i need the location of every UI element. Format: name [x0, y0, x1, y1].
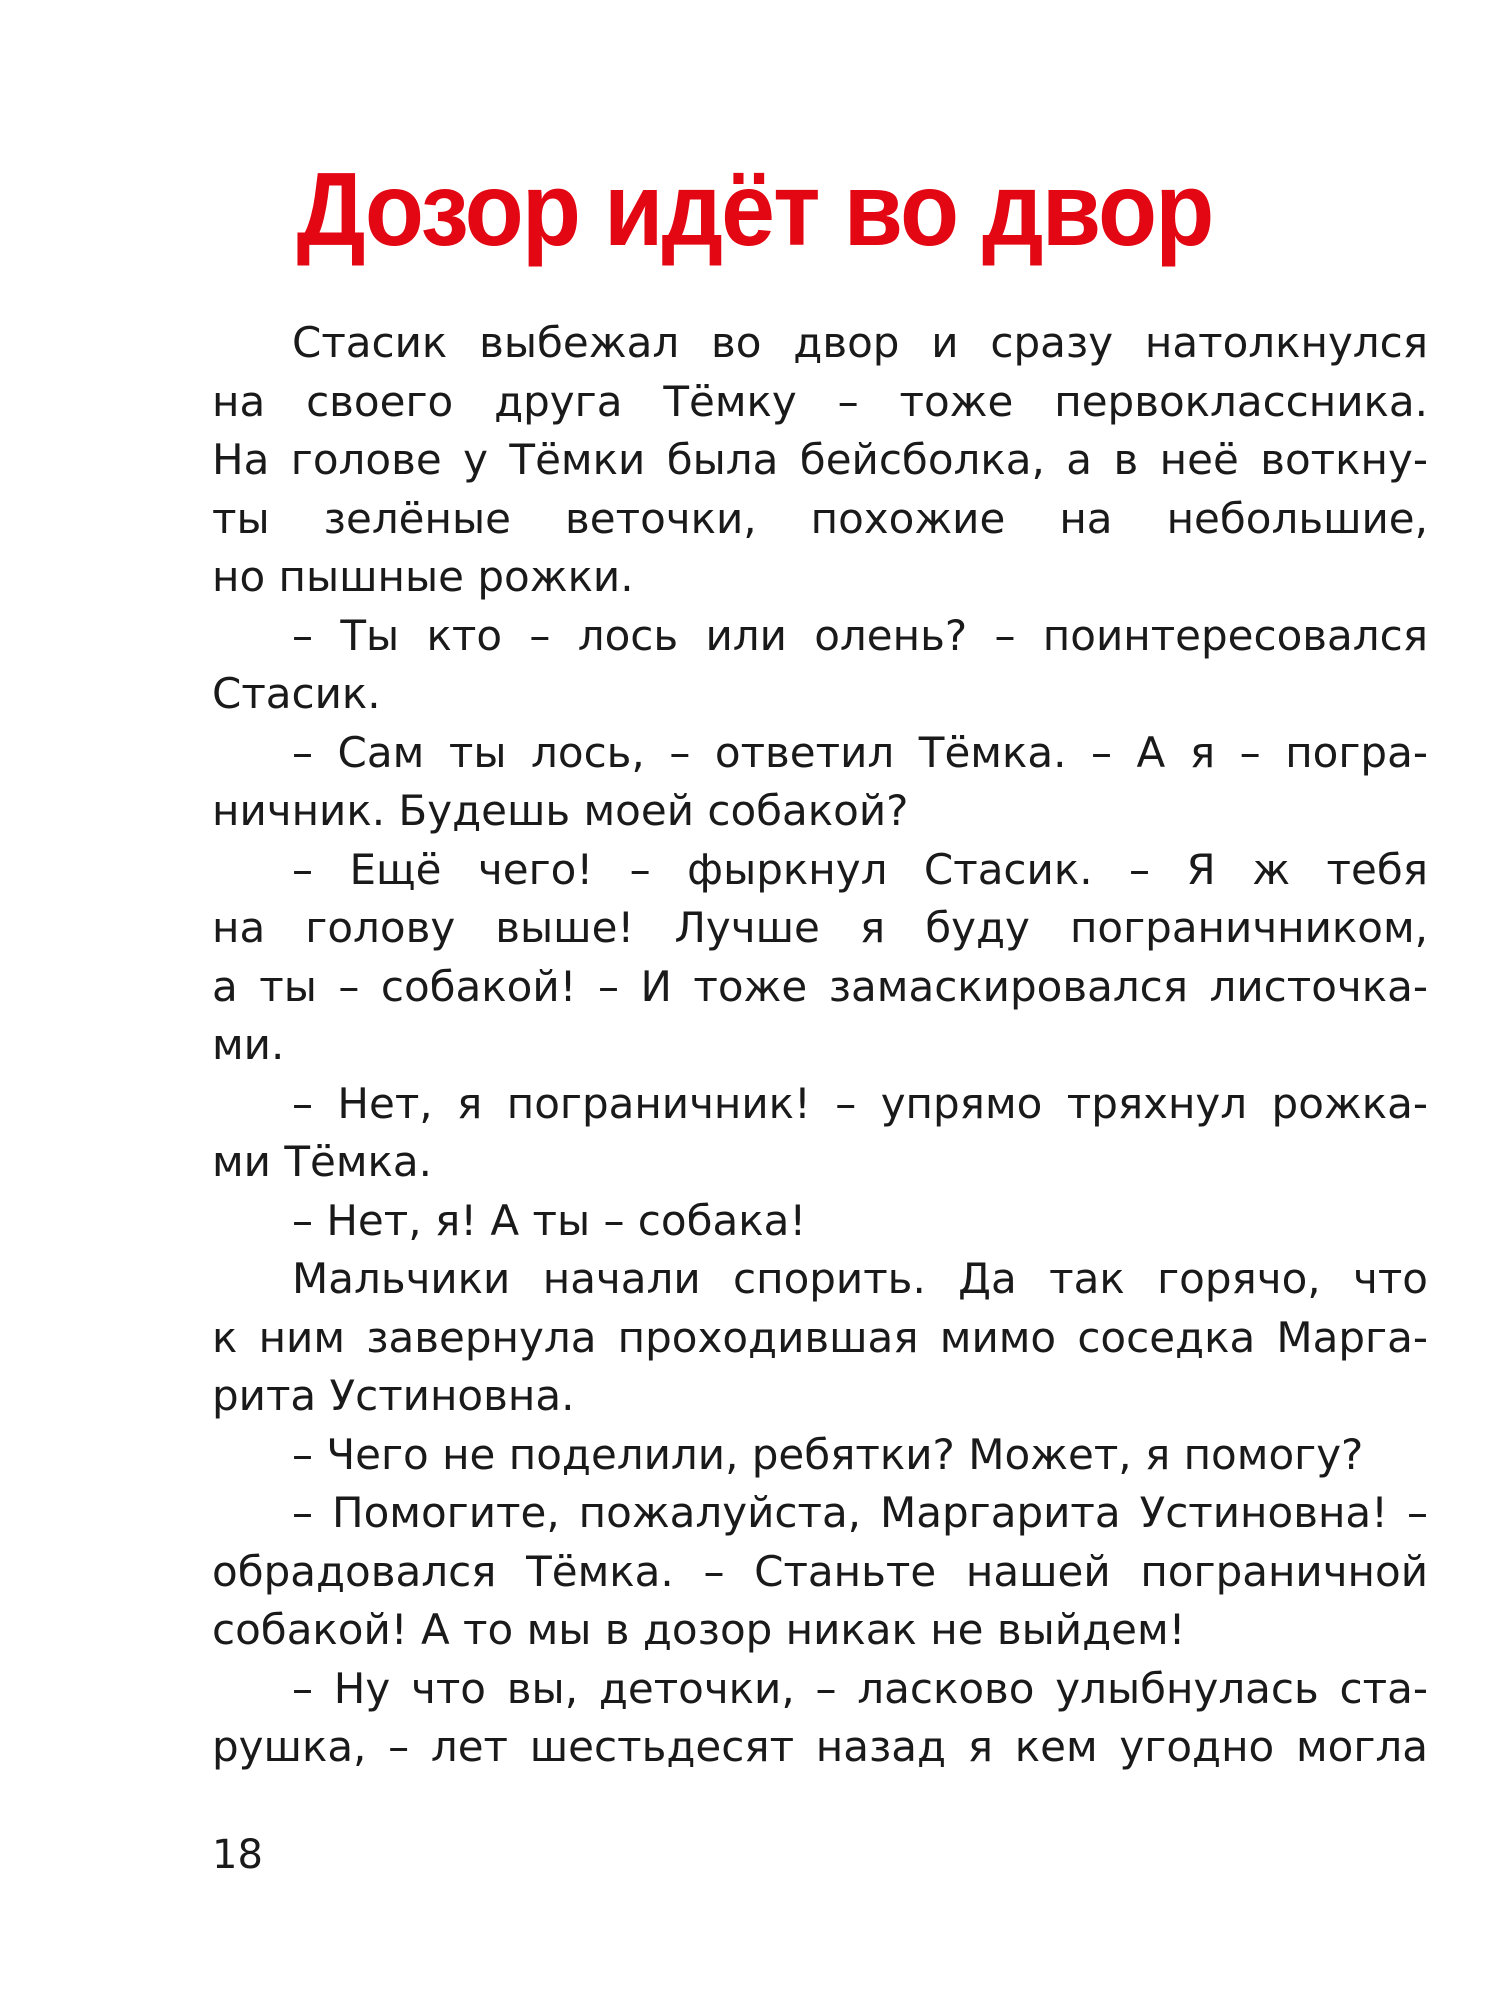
- paragraph: [212, 1075, 1428, 1192]
- paragraph: [212, 607, 1428, 724]
- text-line: – Помогите, пожалуйста, Маргарита Устиновна! –: [292, 1488, 1428, 1537]
- page-number: 18: [212, 1832, 263, 1878]
- paragraph: [212, 724, 1428, 841]
- text-line: рита Устиновна.: [212, 1371, 575, 1420]
- text-line: На голове у Тёмки была бейсболка, а в неё воткну-: [212, 435, 1428, 484]
- text-line: – Нет, я пограничник! – упрямо тряхнул рожка-: [292, 1078, 1428, 1128]
- text-line: собакой! А то мы в дозор никак не выйдем!: [212, 1605, 1186, 1654]
- text-line: ми Тёмка.: [212, 1137, 432, 1186]
- paragraph: [212, 1484, 1428, 1660]
- text-line: – Ну что вы, деточки, – ласково улыбнулась ста-: [292, 1663, 1428, 1713]
- paragraph: [212, 841, 1428, 1075]
- text-line: ми.: [212, 1020, 285, 1069]
- text-line: – Нет, я! А ты – собака!: [292, 1195, 807, 1245]
- text-line: на голову выше! Лучше я буду пограничником,: [212, 903, 1428, 952]
- chapter-title: [58, 145, 1450, 275]
- text-line: Стасик.: [212, 669, 381, 718]
- paragraph: [212, 1250, 1428, 1426]
- text-line: – Ещё чего! – фыркнул Стасик. – Я ж тебя: [292, 844, 1428, 894]
- text-line: на своего друга Тёмку – тоже первоклассника.: [212, 376, 1428, 426]
- text-line: – Ты кто – лось или олень? – поинтересовался: [292, 610, 1428, 660]
- text-line: – Сам ты лось, – ответил Тёмка. – А я – погра-: [292, 727, 1428, 777]
- paragraph: [212, 1192, 1428, 1251]
- paragraph: [212, 1660, 1428, 1777]
- text-line: Мальчики начали спорить. Да так горячо, что: [292, 1254, 1428, 1303]
- text-line: но пышные рожки.: [212, 552, 634, 601]
- text-line: Стасик выбежал во двор и сразу натолкнулся: [292, 318, 1428, 367]
- text-line: а ты – собакой! – И тоже замаскировался листочка-: [212, 961, 1428, 1011]
- paragraph: [212, 314, 1428, 607]
- paragraph: [212, 1426, 1428, 1485]
- story-text: [212, 314, 1428, 1777]
- chapter-title-text: Дозор идёт во двор: [296, 152, 1213, 268]
- text-line: ничник. Будешь моей собакой?: [212, 786, 909, 835]
- text-line: обрадовался Тёмка. – Станьте нашей пограничной: [212, 1546, 1428, 1596]
- text-line: ты зелёные веточки, похожие на небольшие,: [212, 493, 1428, 543]
- text-line: к ним завернула проходившая мимо соседка Марга-: [212, 1312, 1428, 1362]
- text-line: – Чего не поделили, ребятки? Может, я помогу?: [292, 1429, 1364, 1479]
- text-line: рушка, – лет шестьдесят назад я кем угодно могла: [212, 1722, 1428, 1771]
